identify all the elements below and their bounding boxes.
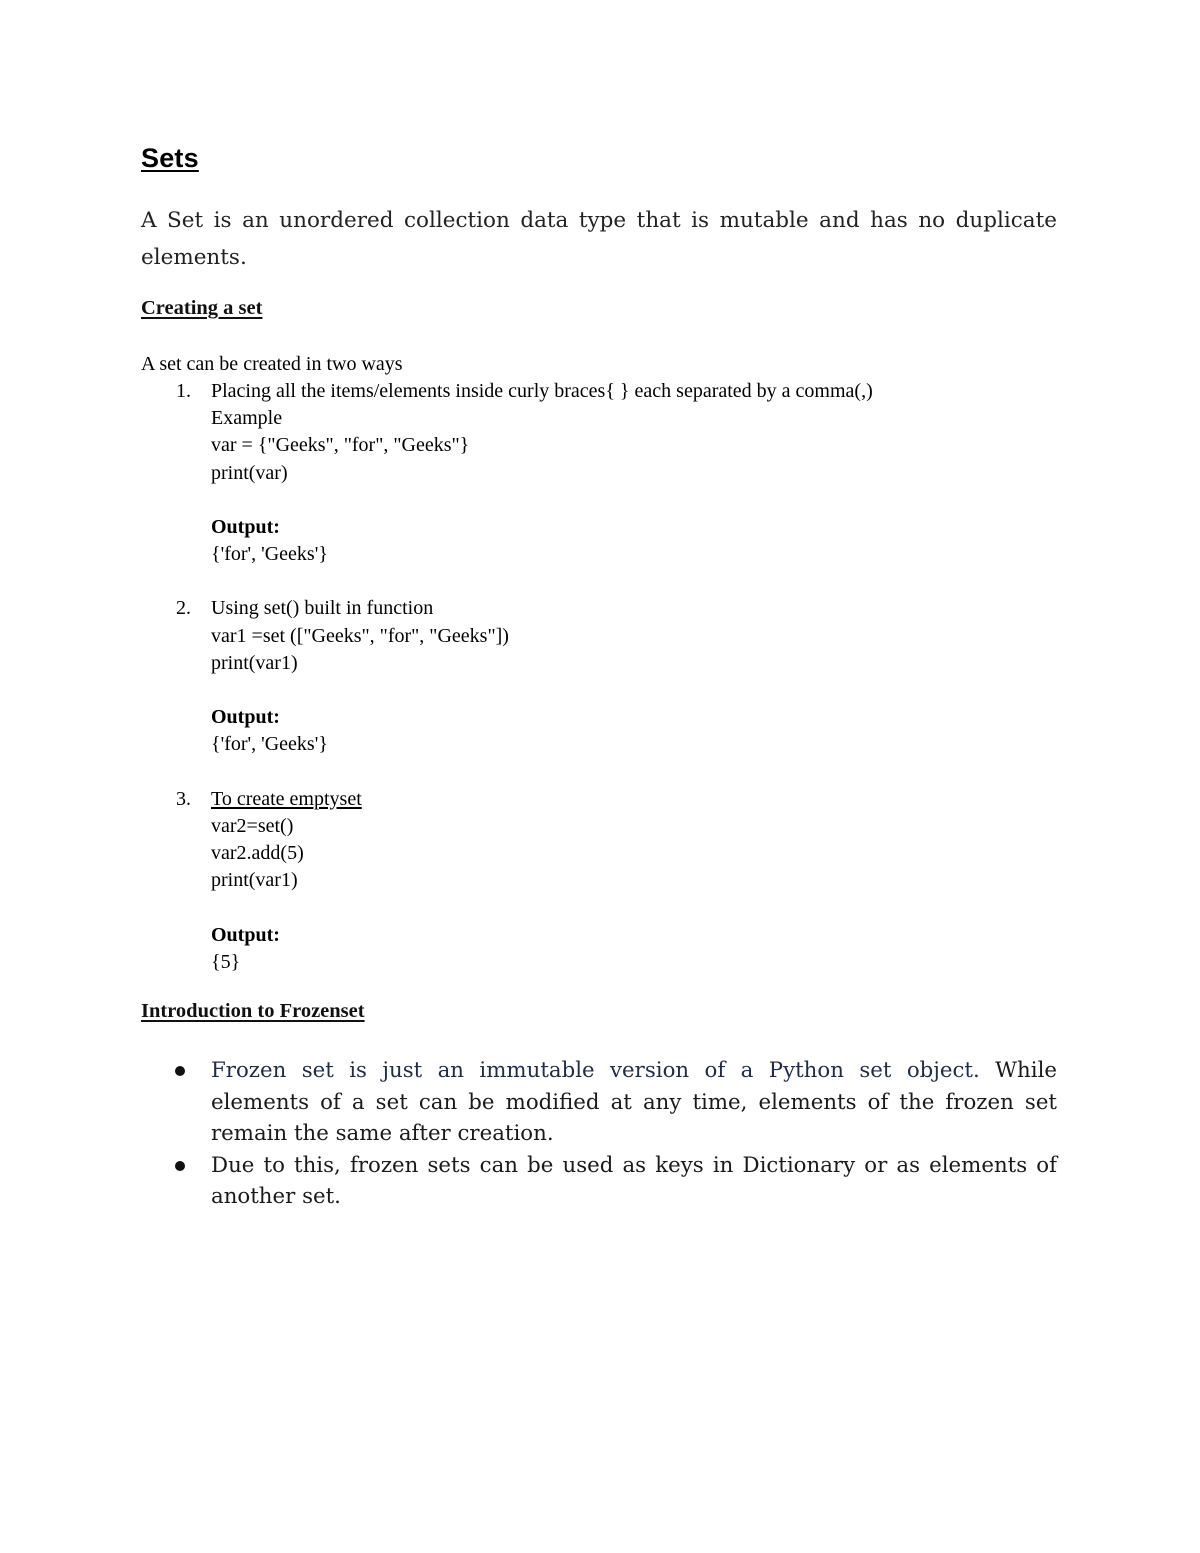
list-item <box>0 786 1100 976</box>
output-label: Output: <box>211 706 280 729</box>
code-line: print(var1) <box>211 651 298 674</box>
code-line: print(var1) <box>211 869 298 892</box>
list-item <box>0 1055 1057 1150</box>
code-line: var2=set() <box>211 814 294 837</box>
code-line: var = {"Geeks", "for", "Geeks"} <box>211 434 470 457</box>
creating-set-heading: Creating a set <box>141 297 263 319</box>
frozenset-heading: Introduction to Frozenset <box>141 1000 365 1022</box>
step-number: 3. <box>176 787 191 810</box>
spacer <box>211 487 1100 514</box>
output-label: Output: <box>211 516 280 538</box>
output-value: {5} <box>211 950 241 973</box>
list-item <box>0 595 1100 758</box>
code-line: var2.add(5) <box>211 842 304 865</box>
bullet-icon <box>175 1161 185 1171</box>
creating-set-lead: A set can be created in two ways <box>141 353 403 375</box>
bullet-text: Due to this, frozen sets can be used as keys in Dictionary or as elements of another set. <box>211 1152 1057 1209</box>
list-item <box>0 1150 1057 1213</box>
code-line: print(var) <box>211 461 288 484</box>
step-number: 1. <box>176 380 191 402</box>
spacer <box>211 894 1100 921</box>
step-description: Placing all the items/elements inside curly braces{ } each separated by a comma(,) <box>211 380 873 402</box>
step-number: 2. <box>176 597 191 620</box>
output-value: {'for', 'Geeks'} <box>211 543 328 566</box>
bullet-icon <box>175 1066 185 1076</box>
output-value: {'for', 'Geeks'} <box>211 733 328 756</box>
step-description: Using set() built in function <box>211 597 434 620</box>
output-label: Output: <box>211 923 280 946</box>
intro-paragraph: A Set is an unordered collection data type that is mutable and has no duplicate elements. <box>141 208 1057 270</box>
page-title: Sets <box>141 143 199 173</box>
step-description: To create emptyset <box>211 787 362 810</box>
code-line: var1 =set (["Geeks", "for", "Geeks"]) <box>211 624 509 647</box>
frozenset-bullet-list <box>0 1055 1100 1213</box>
creation-steps-list <box>0 378 1100 976</box>
bullet-emphasis: Frozen set is just an immutable version of a Python set object. <box>211 1058 980 1083</box>
example-label: Example <box>211 407 283 430</box>
spacer <box>211 677 1100 704</box>
list-item <box>0 378 1100 568</box>
bullet-text: While elements of a set can be modified at any time, elements of the frozen set remain the same after creation. <box>211 1058 1058 1146</box>
